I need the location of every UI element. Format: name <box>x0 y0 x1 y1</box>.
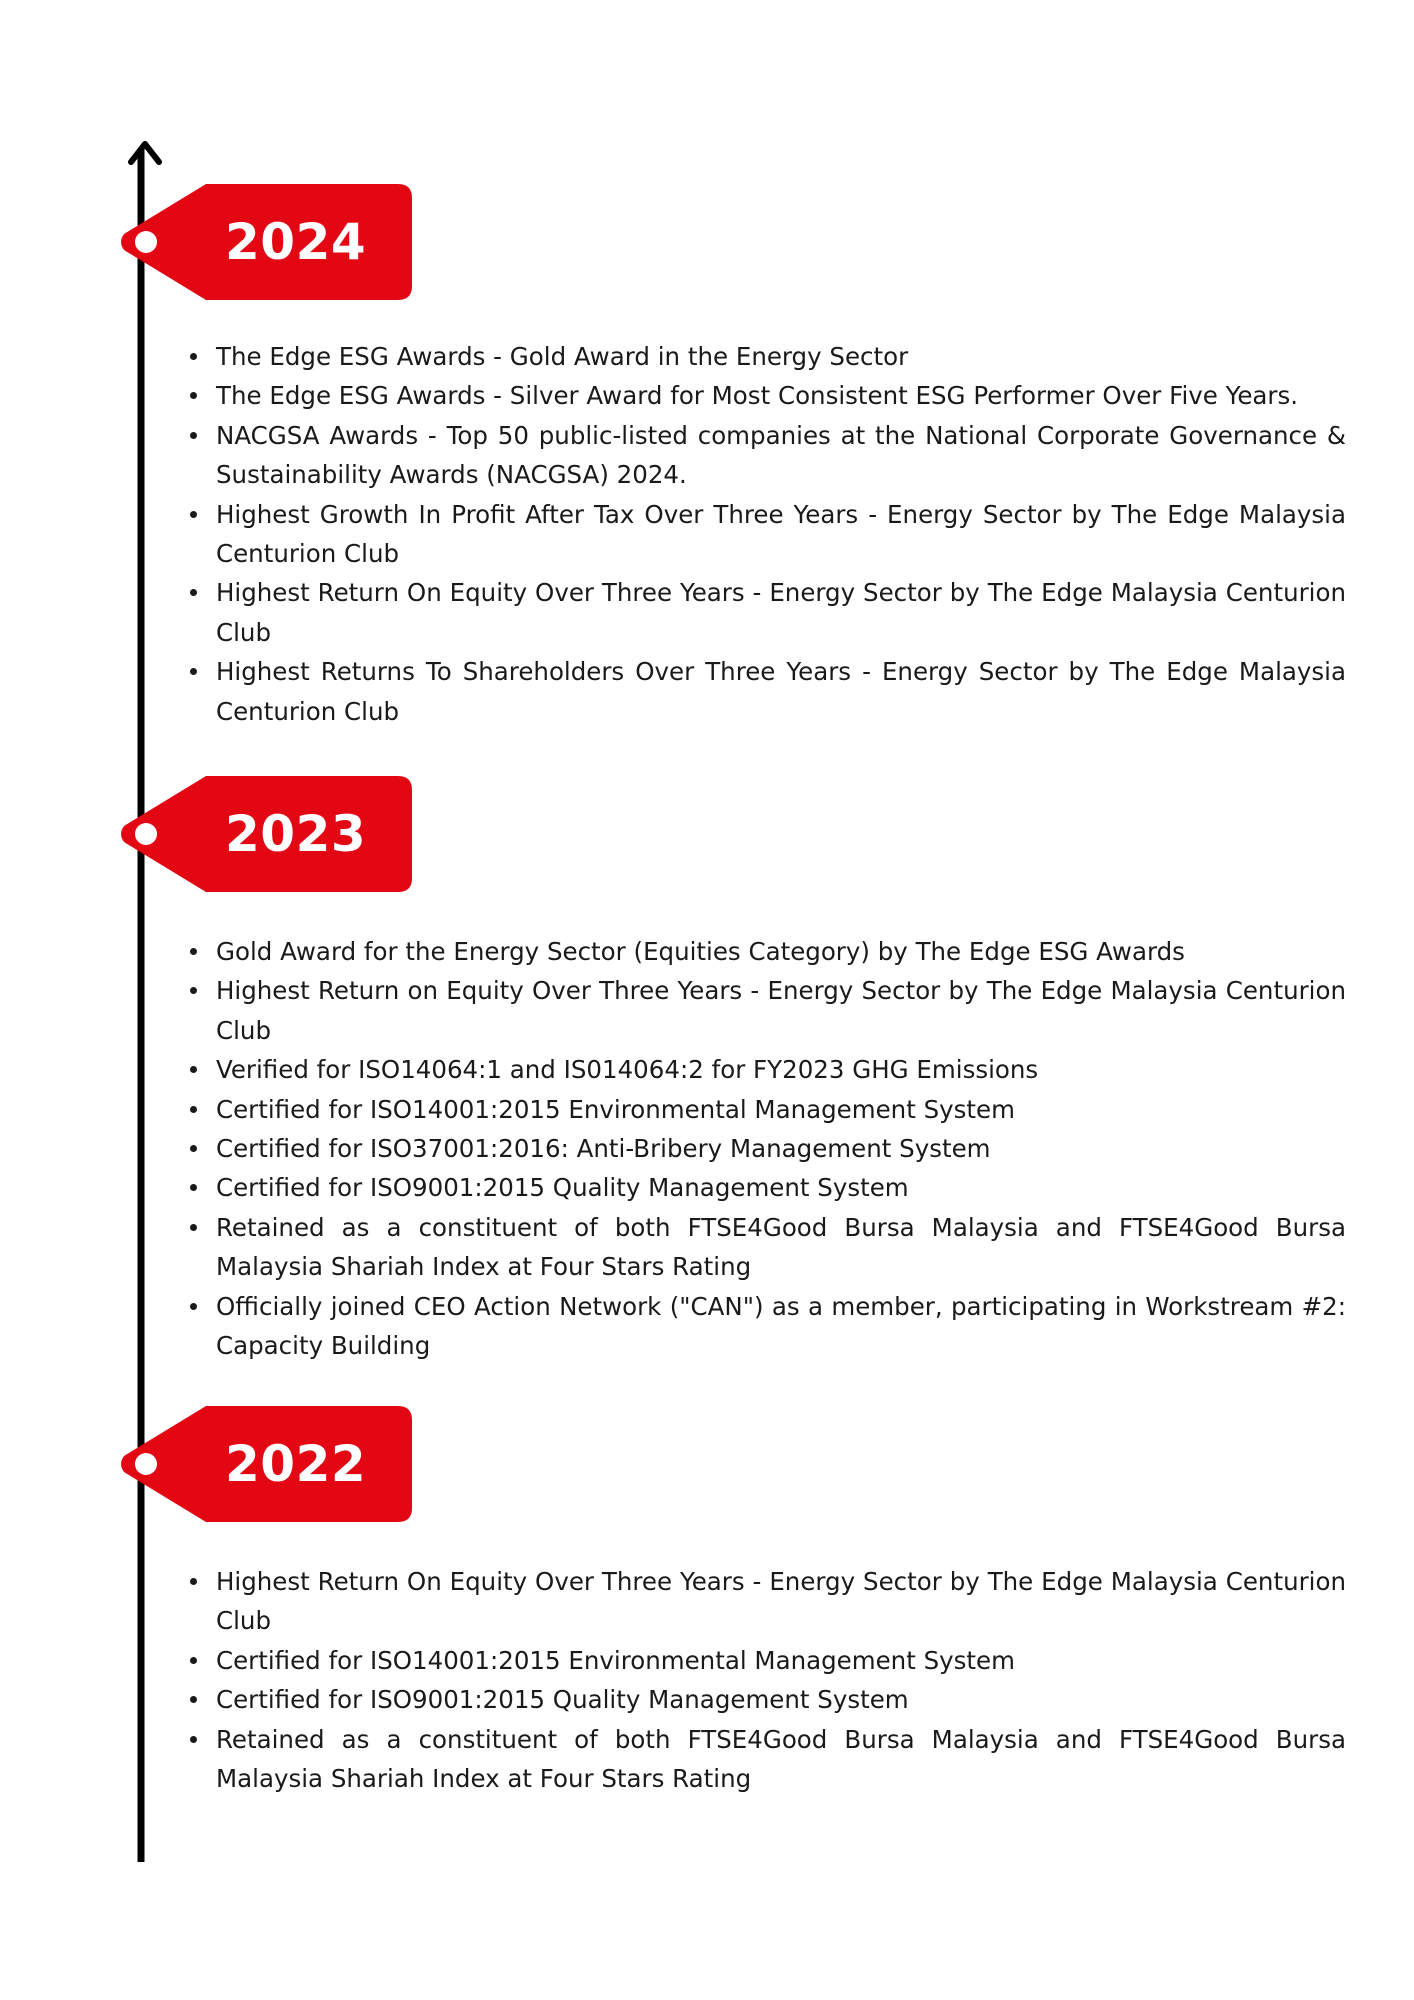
list-item: Highest Return on Equity Over Three Years - Energy Sector by The Edge Malaysia Centurion Club <box>216 971 1346 1050</box>
list-item: Gold Award for the Energy Sector (Equities Category) by The Edge ESG Awards <box>216 932 1346 971</box>
list-item: Verified for ISO14064:1 and IS014064:2 for FY2023 GHG Emissions <box>216 1050 1346 1089</box>
award-list-2023 <box>186 932 1346 1365</box>
year-tag-2024 <box>120 184 412 300</box>
year-tag-2022 <box>120 1406 412 1522</box>
year-label: 2022 <box>225 1435 367 1493</box>
list-item: The Edge ESG Awards - Silver Award for Most Consistent ESG Performer Over Five Years. <box>216 376 1346 415</box>
list-item: Certified for ISO9001:2015 Quality Management System <box>216 1680 1346 1719</box>
award-list-2022 <box>186 1562 1346 1798</box>
list-item: Highest Returns To Shareholders Over Three Years - Energy Sector by The Edge Malaysia Centurion Club <box>216 652 1346 731</box>
list-item: Retained as a constituent of both FTSE4Good Bursa Malaysia and FTSE4Good Bursa Malaysia Shariah Index at Four Stars Rating <box>216 1720 1346 1799</box>
list-item: Officially joined CEO Action Network ("CAN") as a member, participating in Workstream #2: Capacity Building <box>216 1287 1346 1366</box>
list-item: NACGSA Awards - Top 50 public-listed companies at the National Corporate Governance & Sustainability Awards (NACGSA) 2024. <box>216 416 1346 495</box>
list-item: Retained as a constituent of both FTSE4Good Bursa Malaysia and FTSE4Good Bursa Malaysia Shariah Index at Four Stars Rating <box>216 1208 1346 1287</box>
list-item: Highest Return On Equity Over Three Years - Energy Sector by The Edge Malaysia Centurion Club <box>216 1562 1346 1641</box>
list-item: Certified for ISO14001:2015 Environmental Management System <box>216 1641 1346 1680</box>
year-label: 2023 <box>225 805 367 863</box>
year-tag-2023 <box>120 776 412 892</box>
year-label: 2024 <box>225 213 367 271</box>
list-item: Certified for ISO14001:2015 Environmental Management System <box>216 1090 1346 1129</box>
list-item: Highest Return On Equity Over Three Years - Energy Sector by The Edge Malaysia Centurion Club <box>216 573 1346 652</box>
list-item: Certified for ISO9001:2015 Quality Management System <box>216 1168 1346 1207</box>
list-item: Certified for ISO37001:2016: Anti-Bribery Management System <box>216 1129 1346 1168</box>
list-item: Highest Growth In Profit After Tax Over Three Years - Energy Sector by The Edge Malaysia Centurion Club <box>216 495 1346 574</box>
arrow-up-icon <box>131 144 159 162</box>
award-list-2024 <box>186 337 1346 731</box>
list-item: The Edge ESG Awards - Gold Award in the Energy Sector <box>216 337 1346 376</box>
